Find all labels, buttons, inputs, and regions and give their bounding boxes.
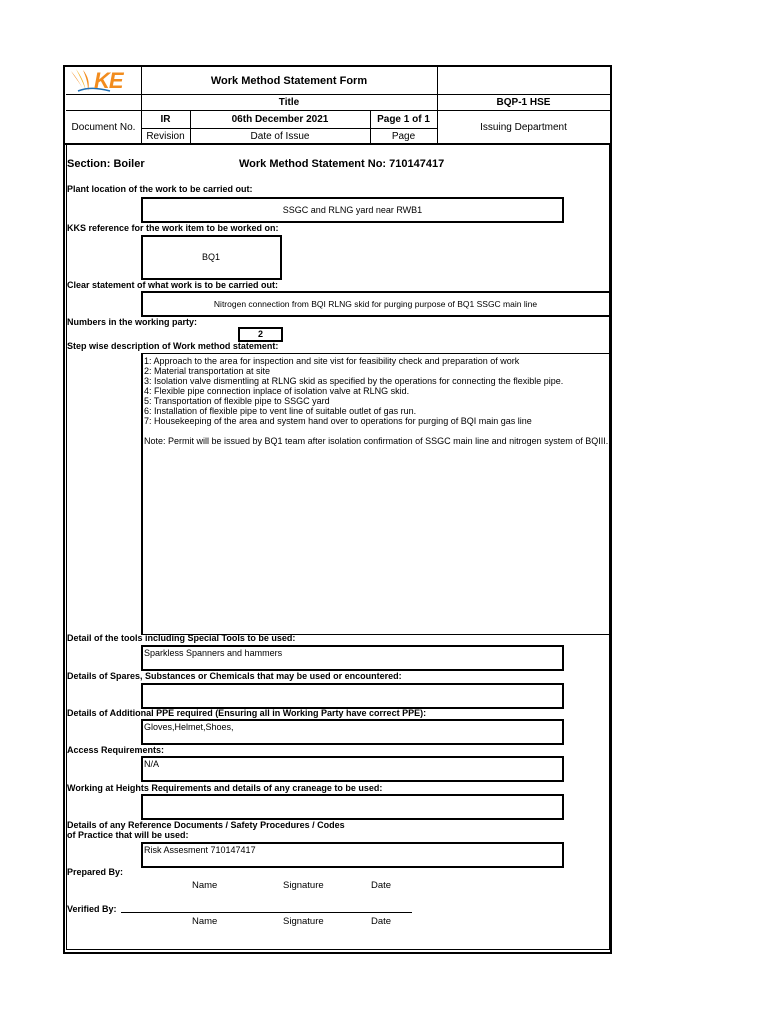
heights-field[interactable] — [141, 794, 564, 820]
title-value: BQP-1 HSE — [496, 96, 551, 108]
prepared-by-label: Prepared By: — [67, 867, 124, 877]
numbers-value: 2 — [257, 329, 263, 339]
revision-label: Revision — [146, 130, 185, 142]
prepared-signature-label: Signature — [283, 880, 324, 891]
page-label: Page — [391, 130, 416, 142]
spares-field[interactable] — [141, 683, 564, 709]
permit-note: Note: Permit will be issued by BQ1 team after isolation confirmation of SSGC main line and nitrogen system of BQIII. — [144, 436, 609, 446]
access-value: N/A — [144, 759, 160, 769]
issuing-department: Issuing Department — [480, 121, 567, 133]
reference-value: Risk Assesment 710147417 — [144, 845, 256, 855]
page-value: Page 1 of 1 — [377, 113, 430, 125]
verified-name-label: Name — [192, 916, 218, 927]
spares-label: Details of Spares, Substances or Chemicals that may be used or encountered: — [67, 671, 402, 681]
prepared-date-label: Date — [371, 880, 392, 891]
numbers-label: Numbers in the working party: — [67, 317, 198, 327]
issue-date-value: 06th December 2021 — [231, 113, 329, 125]
verified-by-label: Verified By: — [67, 904, 117, 914]
logo-text: KE — [94, 68, 123, 93]
tools-label: Detail of the tools including Special Tools to be used: — [67, 633, 296, 643]
step-item: 1: Approach to the area for inspection and site vist for feasibility check and preparation of work — [144, 356, 520, 366]
kks-label: KKS reference for the work item to be worked on: — [67, 223, 279, 233]
tools-value: Sparkless Spanners and hammers — [144, 648, 283, 658]
clear-statement-label: Clear statement of what work is to be carried out: — [67, 280, 279, 290]
verified-signature-label: Signature — [283, 916, 324, 927]
form-title: Work Method Statement Form — [210, 74, 368, 87]
step-item: 4: Flexible pipe connection inplace of isolation valve at RLNG skid. — [144, 386, 410, 396]
wms-number: Work Method Statement No: 710147417 — [239, 158, 445, 170]
plant-location-value: SSGC and RLNG yard near RWB1 — [282, 205, 423, 215]
section-label: Section: Boiler — [67, 158, 145, 170]
plant-location-label: Plant location of the work to be carried out: — [67, 184, 253, 194]
step-item: 6: Installation of flexible pipe to vent line of suitable outlet of gas run. — [144, 406, 417, 416]
reference-label: Details of any Reference Documents / Safety Procedures / Codes — [67, 820, 345, 830]
verified-date-label: Date — [371, 916, 392, 927]
step-item: 7: Housekeeping of the area and system hand over to operations for purging of BQI main gas line — [144, 416, 532, 426]
doc-no-label: Document No. — [71, 121, 136, 133]
ppe-value: Gloves,Helmet,Shoes, — [144, 722, 234, 732]
heights-label: Working at Heights Requirements and details of any craneage to be used: — [67, 783, 383, 793]
step-item: 3: Isolation valve dismentling at RLNG skid as specified by the operations for connecting the flexible pipe. — [144, 376, 564, 386]
clear-statement-value: Nitrogen connection from BQI RLNG skid for purging purpose of BQ1 SSGC main line — [213, 299, 538, 309]
ppe-label: Details of Additional PPE required (Ensuring all in Working Party have correct PPE): — [67, 708, 427, 718]
kks-value: BQ1 — [202, 252, 221, 262]
revision-value: IR — [160, 113, 171, 125]
reference-label-cont: of Practice that will be used: — [67, 830, 189, 840]
title-label: Title — [278, 96, 300, 108]
steps-list — [144, 356, 610, 446]
ke-logo — [68, 67, 140, 94]
access-label: Access Requirements: — [67, 745, 165, 755]
access-field[interactable] — [141, 756, 564, 782]
verified-signature-line[interactable] — [121, 912, 412, 913]
prepared-name-label: Name — [192, 880, 218, 891]
step-item: 5: Transportation of flexible pipe to SSGC yard — [144, 396, 330, 406]
step-item: 2: Material transportation at site — [144, 366, 271, 376]
step-label: Step wise description of Work method statement: — [67, 341, 279, 351]
issue-date-label: Date of Issue — [250, 130, 310, 142]
